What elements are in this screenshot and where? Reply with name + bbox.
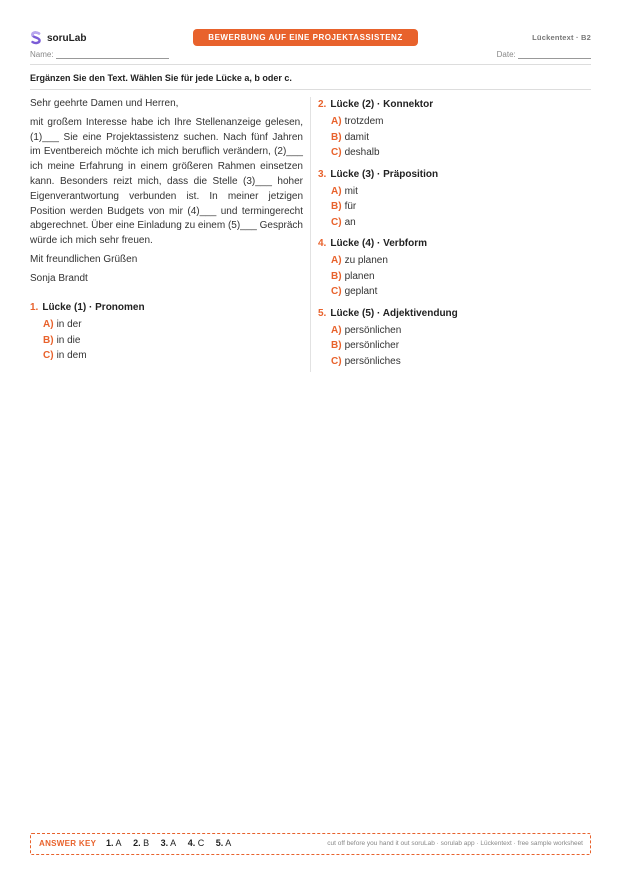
option-text: zu planen (344, 255, 388, 266)
option-letter: A) (331, 185, 342, 197)
letter-salutation: Sehr geehrte Damen und Herren, (30, 98, 179, 109)
date-label: Date: (496, 50, 516, 59)
option-text: persönliches (344, 355, 401, 367)
instruction-divider (30, 89, 591, 90)
option-letter: B) (331, 270, 342, 282)
header (30, 29, 591, 47)
question-title: Lücke (1) · Pronomen (42, 302, 145, 313)
option[interactable] (331, 145, 591, 161)
answer-number: 4. (187, 838, 196, 848)
answer-key-item (188, 838, 205, 848)
option-text: trotzdem (344, 116, 384, 127)
question-heading (318, 167, 591, 182)
option-text: geplant (344, 286, 378, 297)
question-3 (318, 167, 591, 231)
options (318, 184, 591, 231)
option-letter: A) (331, 116, 342, 127)
answer-key-item (106, 838, 122, 848)
letter-body: mit großem Interesse habe ich Ihre Stellenanzeige gelesen, (1)___ Sie eine Projektassistenz suchen. Nach fünf Jahren im Eventbereich möchte ich mich beruflich verändern, (2)___ ich meine Erfahrung in einem größeren Rahmen einsetzen kann. Besonders reizt mich, dass die Stelle (3)___ hoher Eigenverantwortung verbunden ist. In meiner jetzigen Position werden Budgets von mir (4)___ und termingerecht abgerechnet. Über eine Einladung zu einem (5)___ Gespräch würde ich mich sehr freuen. (30, 116, 303, 247)
option[interactable] (331, 199, 591, 215)
option[interactable] (331, 114, 591, 130)
question-heading (318, 97, 591, 112)
answer-number: 3. (160, 838, 169, 848)
option[interactable] (331, 323, 591, 339)
worksheet-title: BEWERBUNG AUF EINE PROJEKTASSISTENZ (193, 29, 418, 46)
options (318, 323, 591, 370)
question-title: Lücke (4) · Verbform (330, 238, 428, 249)
option[interactable] (331, 284, 591, 300)
answer-value: A (115, 838, 122, 848)
option-letter: C) (43, 350, 54, 361)
option[interactable] (43, 317, 300, 333)
option-text: in die (56, 334, 81, 346)
answer-key (30, 833, 591, 855)
option[interactable] (331, 130, 591, 146)
option-letter: A) (331, 324, 342, 336)
option-letter: B) (331, 131, 342, 143)
question-title: Lücke (3) · Präposition (330, 168, 439, 180)
answer-key-answers (106, 838, 240, 848)
questions-right-column (318, 97, 591, 375)
question-title: Lücke (5) · Adjektivendung (330, 307, 458, 319)
answer-value: A (225, 838, 232, 848)
option-text: deshalb (344, 147, 380, 158)
question-number: 4. (318, 238, 327, 249)
answer-number: 5. (215, 838, 224, 848)
option[interactable] (331, 215, 591, 231)
answer-value: A (170, 838, 177, 848)
header-divider (30, 64, 591, 65)
option[interactable] (331, 338, 591, 354)
brand-name: soruLab (47, 32, 87, 44)
question-number: 1. (30, 302, 39, 313)
option-letter: C) (331, 147, 342, 158)
question-2 (318, 97, 591, 161)
date-line (518, 49, 591, 59)
options (30, 317, 300, 364)
option-letter: C) (331, 216, 342, 228)
sorulab-logo-icon (30, 31, 42, 45)
question-1 (30, 300, 300, 364)
option[interactable] (43, 333, 300, 349)
brand-logo (30, 31, 86, 45)
instruction: Ergänzen Sie den Text. Wählen Sie für jede Lücke a, b oder c. (30, 73, 292, 83)
question-4 (318, 236, 591, 300)
question-5 (318, 306, 591, 370)
option-letter: A) (331, 255, 342, 266)
name-label: Name: (30, 50, 54, 59)
option-text: an (344, 216, 356, 228)
option[interactable] (331, 184, 591, 200)
answer-value: B (143, 838, 150, 848)
option-letter: B) (331, 201, 342, 212)
option-text: mit (344, 185, 358, 197)
option-letter: B) (43, 334, 54, 346)
option-text: damit (344, 131, 370, 143)
date-field[interactable] (497, 49, 591, 59)
option-text: persönlichen (344, 324, 402, 336)
question-number: 5. (318, 307, 327, 319)
option[interactable] (331, 269, 591, 285)
question-number: 3. (318, 168, 327, 180)
option[interactable] (43, 348, 300, 364)
answer-key-label: ANSWER KEY (39, 839, 97, 848)
answer-key-item (161, 838, 177, 848)
option-letter: C) (331, 286, 342, 297)
answer-key-item (216, 838, 232, 848)
option-letter: A) (43, 319, 54, 330)
option-text: in dem (56, 350, 87, 361)
option[interactable] (331, 354, 591, 370)
question-title: Lücke (2) · Konnektor (330, 99, 434, 110)
answer-number: 2. (133, 838, 141, 848)
name-line (56, 49, 169, 59)
column-divider (310, 97, 311, 372)
option[interactable] (331, 253, 591, 269)
name-field[interactable] (30, 49, 169, 59)
option-text: persönlicher (344, 340, 400, 351)
option-text: für (344, 201, 357, 212)
options (318, 114, 591, 161)
answer-key-note: cut off before you hand it out soruLab · sorulab app · Lückentext · free sample worksheet (327, 840, 583, 847)
answer-key-item (133, 838, 149, 848)
option-text: planen (344, 270, 375, 282)
answer-value: C (197, 838, 205, 848)
question-heading (318, 306, 591, 321)
question-heading (318, 236, 591, 251)
answer-number: 1. (106, 838, 114, 848)
option-letter: C) (331, 355, 342, 367)
name-date-row (30, 49, 591, 61)
question-heading (30, 300, 300, 315)
option-letter: B) (331, 340, 342, 351)
letter-signature: Sonja Brandt (30, 272, 88, 284)
option-text: in der (56, 319, 82, 330)
letter-closing: Mit freundlichen Grüßen (30, 253, 138, 265)
letter-text (30, 97, 303, 291)
options (318, 253, 591, 300)
level-tag: Lückentext · B2 (532, 33, 591, 42)
question-number: 2. (318, 99, 327, 110)
